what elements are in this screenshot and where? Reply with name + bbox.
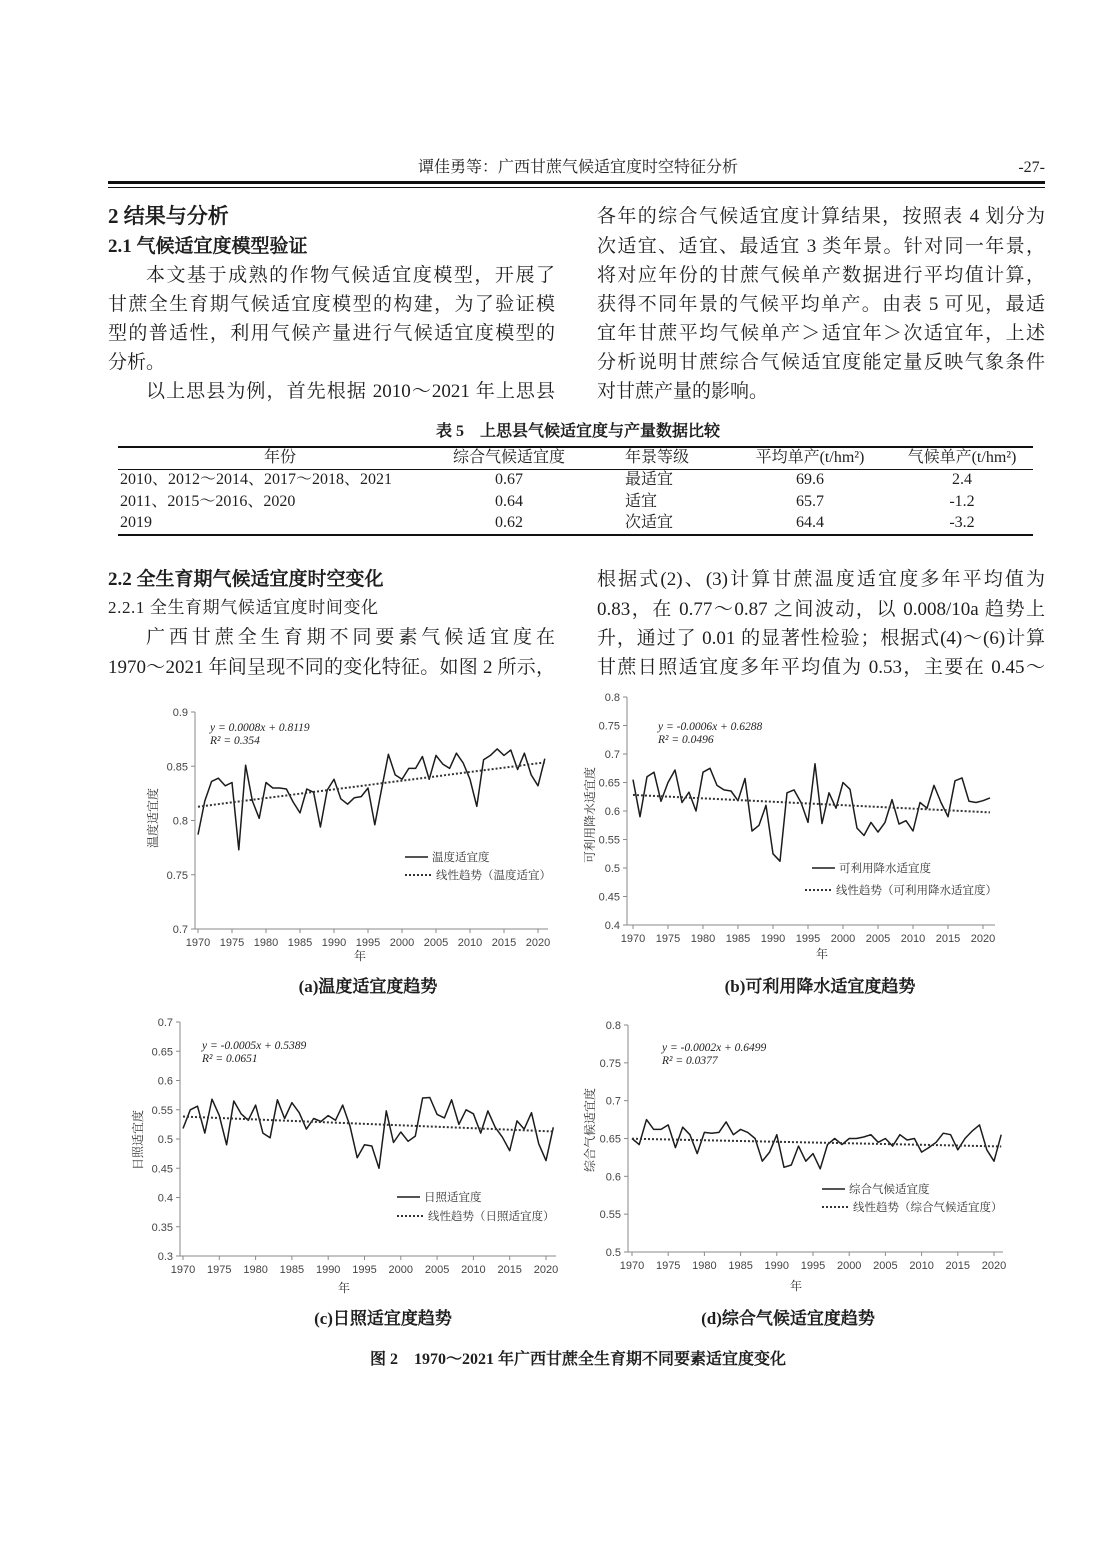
subfigure-caption-c: (c)日照适宜度趋势 <box>314 1309 452 1328</box>
legend-label-trend: 线性趋势（温度适宜） <box>436 870 551 882</box>
paragraph-line: 各年的综合气候适宜度计算结果，按照表 4 划分为 <box>597 206 1045 227</box>
trend-equation: y = 0.0008x + 0.8119 <box>210 722 310 734</box>
y-axis-title: 可利用降水适宜度 <box>583 766 597 864</box>
y-tick-label: 0.8 <box>605 1020 621 1032</box>
legend <box>805 861 997 897</box>
y-tick-label: 0.65 <box>599 1133 621 1146</box>
x-tick-label: 2020 <box>970 933 996 945</box>
table-cell: 0.62 <box>495 514 523 531</box>
legend <box>405 850 551 882</box>
x-tick-label: 2000 <box>830 933 856 945</box>
x-tick-label: 2015 <box>497 1264 522 1276</box>
x-tick-label: 1990 <box>760 933 786 945</box>
table-cell: 65.7 <box>796 493 824 510</box>
x-tick-label: 1985 <box>725 933 751 945</box>
paragraph-line: 将对应年份的甘蔗气候单产数据进行平均值计算， <box>597 265 1045 286</box>
trend-r-squared: R² = 0.0496 <box>658 734 714 746</box>
table-cell: 次适宜 <box>625 514 674 531</box>
x-tick-label: 1970 <box>170 1264 196 1276</box>
page-number: -27- <box>1018 159 1045 176</box>
y-tick-label: 0.5 <box>157 1134 173 1146</box>
trend-equation: y = -0.0006x + 0.6288 <box>658 721 763 733</box>
y-tick-label: 0.4 <box>157 1192 173 1205</box>
legend-label-trend: 线性趋势（可利用降水适宜度） <box>836 885 997 897</box>
y-axis-title: 温度适宜度 <box>146 787 160 849</box>
paragraph-line: 1970～2021 年间呈现不同的变化特征。如图 2 所示， <box>108 657 555 678</box>
paragraph-line: 分析。 <box>108 352 166 373</box>
trend-line-d <box>632 1139 1001 1147</box>
y-tick-label: 0.5 <box>605 1247 621 1259</box>
legend <box>822 1182 1003 1214</box>
subfigure-caption-a: (a)温度适宜度趋势 <box>298 977 438 996</box>
table-cell: -1.2 <box>949 493 975 510</box>
x-tick-label: 2020 <box>525 937 551 949</box>
y-tick-label: 0.55 <box>151 1104 173 1117</box>
trend-equation: y = -0.0005x + 0.5389 <box>202 1040 307 1052</box>
trend-r-squared: R² = 0.354 <box>210 735 260 747</box>
x-tick-label: 1975 <box>219 937 245 949</box>
x-tick-label: 1970 <box>185 937 211 949</box>
paragraph-line: 0.83，在 0.77～0.87 之间波动，以 0.008/10a 趋势上 <box>597 599 1045 620</box>
table-cell: 0.64 <box>495 493 523 510</box>
legend-label-trend: 线性趋势（综合气候适宜度） <box>853 1202 1003 1214</box>
y-tick-label: 0.85 <box>166 761 188 774</box>
subsubsection-heading: 2.2.1 全生育期气候适宜度时间变化 <box>108 598 379 617</box>
x-tick-label: 1985 <box>279 1264 305 1276</box>
legend-label-series: 温度适宜度 <box>432 852 490 864</box>
subsection-heading: 2.1 气候适宜度模型验证 <box>108 236 308 257</box>
table-cell: 69.6 <box>796 471 824 488</box>
paragraph-line: 分析说明甘蔗综合气候适宜度能定量反映气象条件 <box>597 352 1045 373</box>
legend-label-series: 可利用降水适宜度 <box>839 863 931 875</box>
paragraph-line: 宜年甘蔗平均气候单产＞适宜年＞次适宜年，上述 <box>597 323 1045 344</box>
y-tick-label: 0.5 <box>604 863 620 875</box>
chart-c <box>130 1017 558 1295</box>
legend-label-trend: 线性趋势（日照适宜度） <box>428 1211 555 1223</box>
x-axis-title: 年 <box>789 1279 803 1293</box>
x-axis-title: 年 <box>353 949 367 963</box>
trend-equation: y = -0.0002x + 0.6499 <box>662 1042 767 1054</box>
trend-r-squared: R² = 0.0377 <box>662 1055 718 1067</box>
section-heading: 2 结果与分析 <box>108 204 229 228</box>
legend-label-series: 日照适宜度 <box>424 1192 482 1204</box>
y-tick-label: 0.45 <box>151 1163 173 1176</box>
x-tick-label: 1995 <box>355 937 381 949</box>
x-tick-label: 2005 <box>873 1260 898 1272</box>
x-tick-label: 2005 <box>865 933 891 945</box>
trend-line-c <box>183 1117 553 1132</box>
subfigure-caption-b: (b)可利用降水适宜度趋势 <box>724 977 916 996</box>
table-cell: 适宜 <box>625 493 658 510</box>
paragraph-line: 升，通过了 0.01 的显著性检验；根据式(4)～(6)计算 <box>597 628 1045 649</box>
x-tick-label: 2010 <box>900 933 926 945</box>
x-tick-label: 1980 <box>253 937 279 949</box>
table-cell: 0.67 <box>495 471 523 488</box>
chart-b <box>582 692 997 961</box>
legend <box>397 1190 555 1223</box>
x-tick-label: 1990 <box>321 937 347 949</box>
x-tick-label: 2005 <box>423 937 449 949</box>
x-tick-label: 1985 <box>728 1260 753 1272</box>
x-tick-label: 1980 <box>243 1264 268 1276</box>
x-tick-label: 2015 <box>491 937 517 949</box>
x-tick-label: 2000 <box>388 1264 414 1276</box>
y-tick-label: 0.4 <box>604 920 620 932</box>
y-tick-label: 0.45 <box>598 891 620 904</box>
x-tick-label: 1970 <box>620 933 646 945</box>
x-tick-label: 1975 <box>655 933 681 945</box>
chart-a <box>145 707 551 963</box>
paragraph-line: 次适宜、适宜、最适宜 3 类年景。针对同一年景， <box>597 236 1045 257</box>
series-line-d <box>632 1120 1001 1169</box>
x-tick-label: 2010 <box>461 1264 486 1276</box>
table-header-cell: 平均单产(t/hm²) <box>755 449 865 466</box>
chart-d <box>582 1020 1006 1293</box>
y-tick-label: 0.75 <box>598 720 620 733</box>
x-tick-label: 1995 <box>800 1260 826 1272</box>
x-axis-title: 年 <box>815 947 829 961</box>
y-tick-label: 0.75 <box>599 1057 621 1070</box>
paragraph-line: 型的普适性，利用气候产量进行气候适宜度模型的 <box>108 323 555 344</box>
paragraph-line: 甘蔗日照适宜度多年平均值为 0.53，主要在 0.45～ <box>597 657 1045 678</box>
x-tick-label: 2015 <box>945 1260 971 1272</box>
y-tick-label: 0.65 <box>598 777 620 790</box>
x-tick-label: 2005 <box>424 1264 450 1276</box>
series-line-b <box>633 764 990 862</box>
y-tick-label: 0.3 <box>157 1251 173 1263</box>
y-tick-label: 0.35 <box>151 1221 173 1234</box>
subfigure-caption-d: (d)综合气候适宜度趋势 <box>701 1309 875 1328</box>
y-tick-label: 0.6 <box>157 1075 173 1088</box>
table-header-cell: 年份 <box>263 449 296 466</box>
subsection-heading: 2.2 全生育期气候适宜度时空变化 <box>108 569 384 590</box>
y-tick-label: 0.7 <box>605 1095 621 1108</box>
x-tick-label: 2010 <box>909 1260 934 1272</box>
table-cell: 2.4 <box>952 471 972 488</box>
table-header-cell: 年景等级 <box>625 449 690 466</box>
paragraph-line: 甘蔗全生育期气候适宜度模型的构建，为了验证模 <box>108 294 555 315</box>
paragraph-line: 获得不同年景的气候平均单产。由表 5 可见，最适 <box>597 294 1045 315</box>
x-tick-label: 1985 <box>287 937 313 949</box>
y-axis-title: 综合气候适宜度 <box>583 1087 597 1173</box>
y-tick-label: 0.75 <box>166 869 188 882</box>
table-cell: 最适宜 <box>625 471 674 488</box>
x-axis-title: 年 <box>337 1281 351 1295</box>
table-cell: 2010、2012～2014、2017～2018、2021 <box>120 471 393 488</box>
x-tick-label: 1970 <box>619 1260 645 1272</box>
x-tick-label: 1980 <box>692 1260 717 1272</box>
x-tick-label: 1975 <box>655 1260 681 1272</box>
x-tick-label: 2020 <box>533 1264 559 1276</box>
figure-caption: 图 2 1970～2021 年广西甘蔗全生育期不同要素适宜度变化 <box>369 1351 786 1368</box>
running-header-title: 谭佳勇等：广西甘蔗气候适宜度时空特征分析 <box>417 159 738 176</box>
y-tick-label: 0.7 <box>157 1017 173 1029</box>
y-tick-label: 0.7 <box>604 749 620 761</box>
x-tick-label: 1995 <box>795 933 821 945</box>
paragraph-line: 根据式(2)、(3)计算甘蔗温度适宜度多年平均值为 <box>597 569 1045 590</box>
x-tick-label: 2000 <box>836 1260 862 1272</box>
table-cell: 64.4 <box>796 514 824 531</box>
x-tick-label: 1975 <box>207 1264 232 1276</box>
y-tick-label: 0.55 <box>599 1209 621 1222</box>
table-cell: 2019 <box>120 514 152 531</box>
x-tick-label: 2000 <box>389 937 415 949</box>
trend-r-squared: R² = 0.0651 <box>202 1053 258 1065</box>
x-tick-label: 2020 <box>981 1260 1007 1272</box>
table-header-cell: 气候单产(t/hm²) <box>907 449 1017 466</box>
y-tick-label: 0.65 <box>151 1046 173 1059</box>
table-cell: 2011、2015～2016、2020 <box>120 493 296 510</box>
y-tick-label: 0.8 <box>172 815 188 828</box>
y-axis-title: 日照适宜度 <box>131 1109 145 1171</box>
y-tick-label: 0.9 <box>172 707 188 719</box>
paragraph-line: 本文基于成熟的作物气候适宜度模型，开展了 <box>146 265 555 286</box>
x-tick-label: 1995 <box>352 1264 377 1276</box>
x-tick-label: 1990 <box>764 1260 790 1272</box>
x-tick-label: 1980 <box>690 933 716 945</box>
x-tick-label: 2015 <box>935 933 961 945</box>
paragraph-line: 以上思县为例，首先根据 2010～2021 年上思县 <box>146 381 555 402</box>
paragraph-line: 广西甘蔗全生育期不同要素气候适宜度在 <box>146 627 555 648</box>
y-tick-label: 0.6 <box>604 806 620 818</box>
y-tick-label: 0.6 <box>605 1171 621 1184</box>
paragraph-line: 对甘蔗产量的影响。 <box>597 381 769 402</box>
table-cell: -3.2 <box>949 514 975 531</box>
legend-label-series: 综合气候适宜度 <box>849 1184 930 1196</box>
table-header-cell: 综合气候适宜度 <box>452 449 565 466</box>
y-tick-label: 0.7 <box>172 924 188 936</box>
y-tick-label: 0.8 <box>604 692 620 704</box>
x-tick-label: 2010 <box>457 937 483 949</box>
series-line-c <box>183 1098 553 1169</box>
x-tick-label: 1990 <box>315 1264 341 1276</box>
y-tick-label: 0.55 <box>598 834 620 847</box>
table-caption: 表 5 上思县气候适宜度与产量数据比较 <box>435 423 720 440</box>
